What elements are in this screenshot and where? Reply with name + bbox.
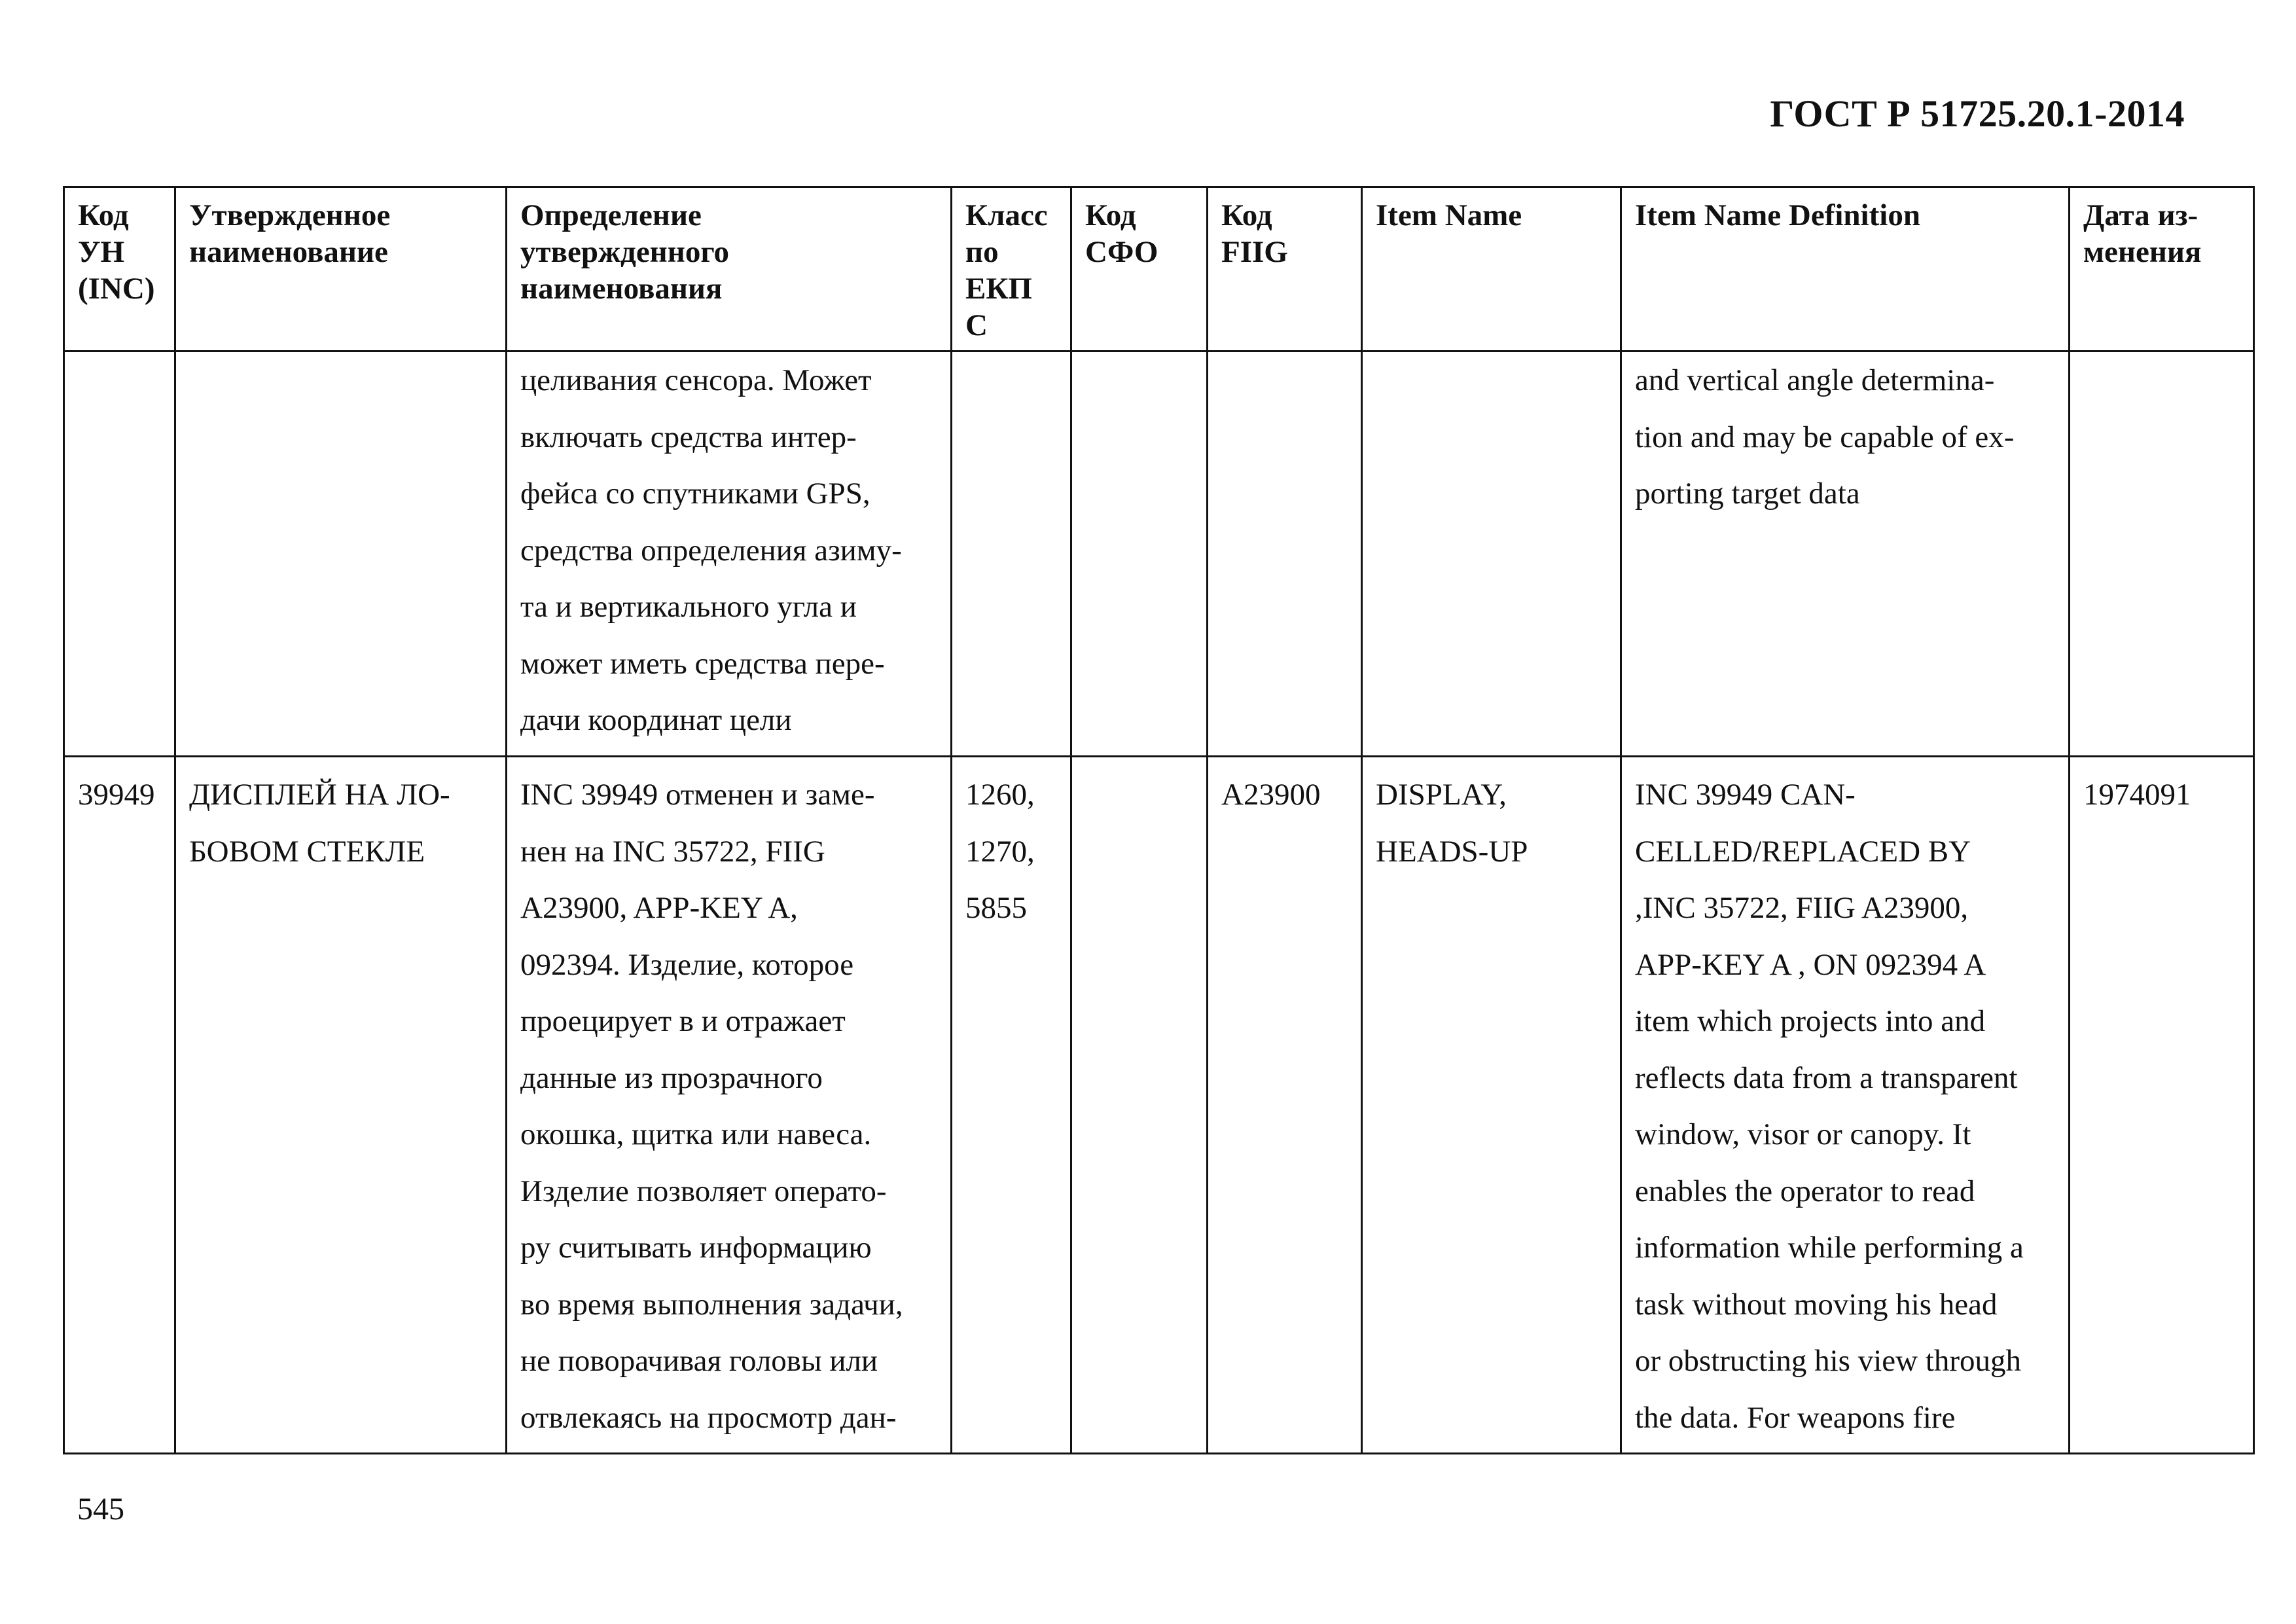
column-header-item-name: Item Name [1362,187,1621,352]
cell-item-name-definition: and vertical angle determina- tion and may be capable of ex- porting target data [1621,352,2070,757]
table-row [64,757,2254,1454]
cell-class [952,352,1071,757]
cell-fiig-code: A23900 [1208,757,1362,1454]
cell-change-date: 1974091 [2070,757,2254,1454]
cell-name-definition: INC 39949 отменен и заме- нен на INC 35722, FIIG A23900, APP-KEY A, 092394. Изделие, которое проецирует в и отражает данные из прозрачного окошка, щитка или навеса. Изделие позволяет операто- ру считывать информацию во время выполнения задачи, не поворачивая головы или отвлекаясь на просмотр дан- [507,757,952,1454]
column-header-class: Класс по ЕКП С [952,187,1071,352]
column-header-inc-code: Код УН (INC) [64,187,175,352]
column-header-approved-name: Утвержденное наименование [175,187,507,352]
column-header-sfo-code: Код СФО [1071,187,1208,352]
cell-name-definition: целивания сенсора. Может включать средства интер- фейса со спутниками GPS, средства определения азиму- та и вертикального угла и может иметь средства пере- дачи координат цели [507,352,952,757]
cell-fiig-code [1208,352,1362,757]
cell-inc-code: 39949 [64,757,175,1454]
cell-approved-name [175,352,507,757]
cell-item-name: DISPLAY, HEADS-UP [1362,757,1621,1454]
column-header-fiig-code: Код FIIG [1208,187,1362,352]
standard-code: ГОСТ Р 51725.20.1-2014 [1770,92,2185,135]
table-header-row [64,187,2254,352]
column-header-name-definition: Определение утвержденного наименования [507,187,952,352]
column-header-item-name-definition: Item Name Definition [1621,187,2070,352]
column-header-change-date: Дата из- менения [2070,187,2254,352]
cell-class: 1260, 1270, 5855 [952,757,1071,1454]
cell-approved-name: ДИСПЛЕЙ НА ЛО- БОВОМ СТЕКЛЕ [175,757,507,1454]
page-number: 545 [77,1492,124,1526]
cell-item-name [1362,352,1621,757]
table-row [64,352,2254,757]
cell-sfo-code [1071,757,1208,1454]
cell-sfo-code [1071,352,1208,757]
catalog-table [63,186,2255,1454]
cell-inc-code [64,352,175,757]
cell-change-date [2070,352,2254,757]
cell-item-name-definition: INC 39949 CAN- CELLED/REPLACED BY ,INC 35722, FIIG A23900, APP-KEY A , ON 092394 A item which projects into and reflects data from a transparent window, visor or canopy. It enables the operator to read information while performing a task without moving his head or obstructing his view through the data. For weapons fire [1621,757,2070,1454]
